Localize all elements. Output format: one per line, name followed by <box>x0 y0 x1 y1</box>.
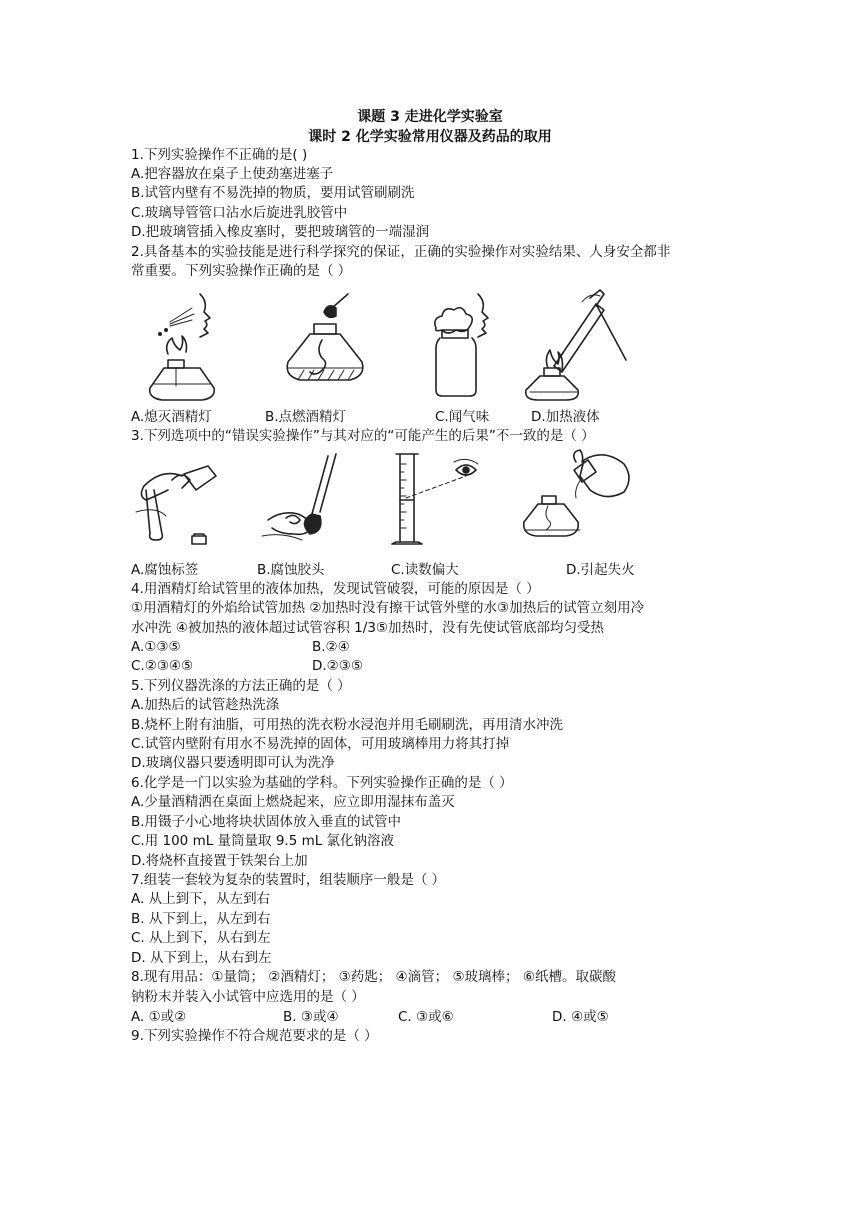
q8-option-b: B. ③或④ <box>283 1009 339 1025</box>
q4-option-a: A.①③⑤ <box>131 639 181 655</box>
q7-option-c: C. 从上到下，从右到左 <box>131 930 271 946</box>
q7-stem: 7.组装一套较为复杂的装置时，组装顺序一般是（ ） <box>131 872 446 888</box>
q6-option-a: A.少量酒精洒在桌面上燃烧起来，应立即用湿抹布盖灭 <box>131 794 455 810</box>
q7-option-b: B. 从下到上，从左到右 <box>131 911 271 927</box>
q3-caption-d: D.引起失火 <box>566 562 635 578</box>
q8-stem-line1: 8.现有用品：①量筒； ②酒精灯； ③药匙； ④滴管； ⑤玻璃棒； ⑥纸槽。取碳酸 <box>131 969 616 985</box>
q1-option-d: D.把玻璃管插入橡皮塞时，要把玻璃管的一端湿润 <box>131 224 430 240</box>
q8-stem-line2: 钠粉末并装入小试管中应选用的是（ ） <box>131 989 365 1005</box>
q6-option-b: B.用镊子小心地将块状固体放入垂直的试管中 <box>131 814 402 830</box>
q6-option-d: D.将烧杯直接置于铁架台上加 <box>131 853 308 869</box>
q4-stem: 4.用酒精灯给试管里的液体加热，发现试管破裂，可能的原因是（ ） <box>131 581 540 597</box>
q7-option-d: D. 从下到上，从右到左 <box>131 950 272 966</box>
q2-figure-d-heat-liquid <box>518 288 633 406</box>
q4-option-c: C.②③④⑤ <box>131 658 194 674</box>
q2-stem-line2: 常重要。下列实验操作正确的是（ ） <box>131 263 352 279</box>
q8-option-d: D. ④或⑤ <box>552 1009 609 1025</box>
q3-stem: 3.下列选项中的“错误实验操作”与其对应的“可能产生的后果”不一致的是（ ） <box>131 428 595 444</box>
q3-caption-c: C.读数偏大 <box>391 562 459 578</box>
q3-caption-a: A.腐蚀标签 <box>131 562 199 578</box>
q3-figure-c-read-cylinder <box>382 450 492 555</box>
q4-conditions-line2: 水冲洗 ④被加热的液体超过试管容积 1/3⑤加热时，没有先使试管底部均匀受热 <box>131 620 605 636</box>
q5-option-d: D.玻璃仪器只要透明即可认为洗净 <box>131 755 335 771</box>
lesson-title: 课题 3 走进化学实验室 <box>357 109 503 125</box>
q3-figure-d-light-from-lamp <box>520 450 640 555</box>
q2-stem-line1: 2.具备基本的实验技能是进行科学探究的保证，正确的实验操作对实验结果、人身安全都非 <box>131 244 671 260</box>
q5-option-a: A.加热后的试管趁热洗涤 <box>131 697 280 713</box>
q3-caption-b: B.腐蚀胶头 <box>257 562 325 578</box>
q2-caption-d: D.加热液体 <box>531 409 600 425</box>
q4-option-b: B.②④ <box>312 639 350 655</box>
q6-option-c: C.用 100 mL 量筒量取 9.5 mL 氯化钠溶液 <box>131 833 395 849</box>
q3-figure-b-dropper <box>258 450 358 555</box>
q2-caption-a: A.熄灭酒精灯 <box>131 409 212 425</box>
q7-option-a: A. 从上到下，从左到右 <box>131 891 271 907</box>
lesson-subtitle: 课时 2 化学实验常用仪器及药品的取用 <box>308 129 552 145</box>
q2-caption-b: B.点燃酒精灯 <box>265 409 347 425</box>
q4-conditions-line1: ①用酒精灯的外焰给试管加热 ②加热时没有擦干试管外壁的水③加热后的试管立刻用冷 <box>131 600 645 616</box>
q1-option-c: C.玻璃导管管口沾水后旋进乳胶管中 <box>131 205 348 221</box>
q2-caption-c: C.闻气味 <box>435 409 490 425</box>
q1-option-b: B.试管内壁有不易洗掉的物质，要用试管刷刷洗 <box>131 185 415 201</box>
q2-figure-c-smell-gas <box>420 288 510 406</box>
q1-stem: 1.下列实验操作不正确的是( ) <box>131 147 308 163</box>
q1-option-a: A.把容器放在桌子上使劲塞进塞子 <box>131 166 334 182</box>
q9-stem: 9.下列实验操作不符合规范要求的是（ ） <box>131 1028 378 1044</box>
q4-option-d: D.②③⑤ <box>312 658 363 674</box>
q5-option-b: B.烧杯上附有油脂，可用热的洗衣粉水浸泡并用毛刷刷洗，再用清水冲洗 <box>131 717 564 733</box>
q5-option-c: C.试管内壁附有用水不易洗掉的固体，可用玻璃棒用力将其打掉 <box>131 736 510 752</box>
q8-option-a: A. ①或② <box>131 1009 187 1025</box>
q8-option-c: C. ③或⑥ <box>398 1009 454 1025</box>
q6-stem: 6.化学是一门以实验为基础的学科。下列实验操作正确的是（ ） <box>131 775 513 791</box>
q2-figure-b-light-lamp <box>278 288 378 406</box>
q2-figure-a-extinguish-lamp <box>140 288 230 406</box>
q5-stem: 5.下列仪器洗涤的方法正确的是（ ） <box>131 678 351 694</box>
q3-figure-a-pour-liquid <box>132 450 222 555</box>
